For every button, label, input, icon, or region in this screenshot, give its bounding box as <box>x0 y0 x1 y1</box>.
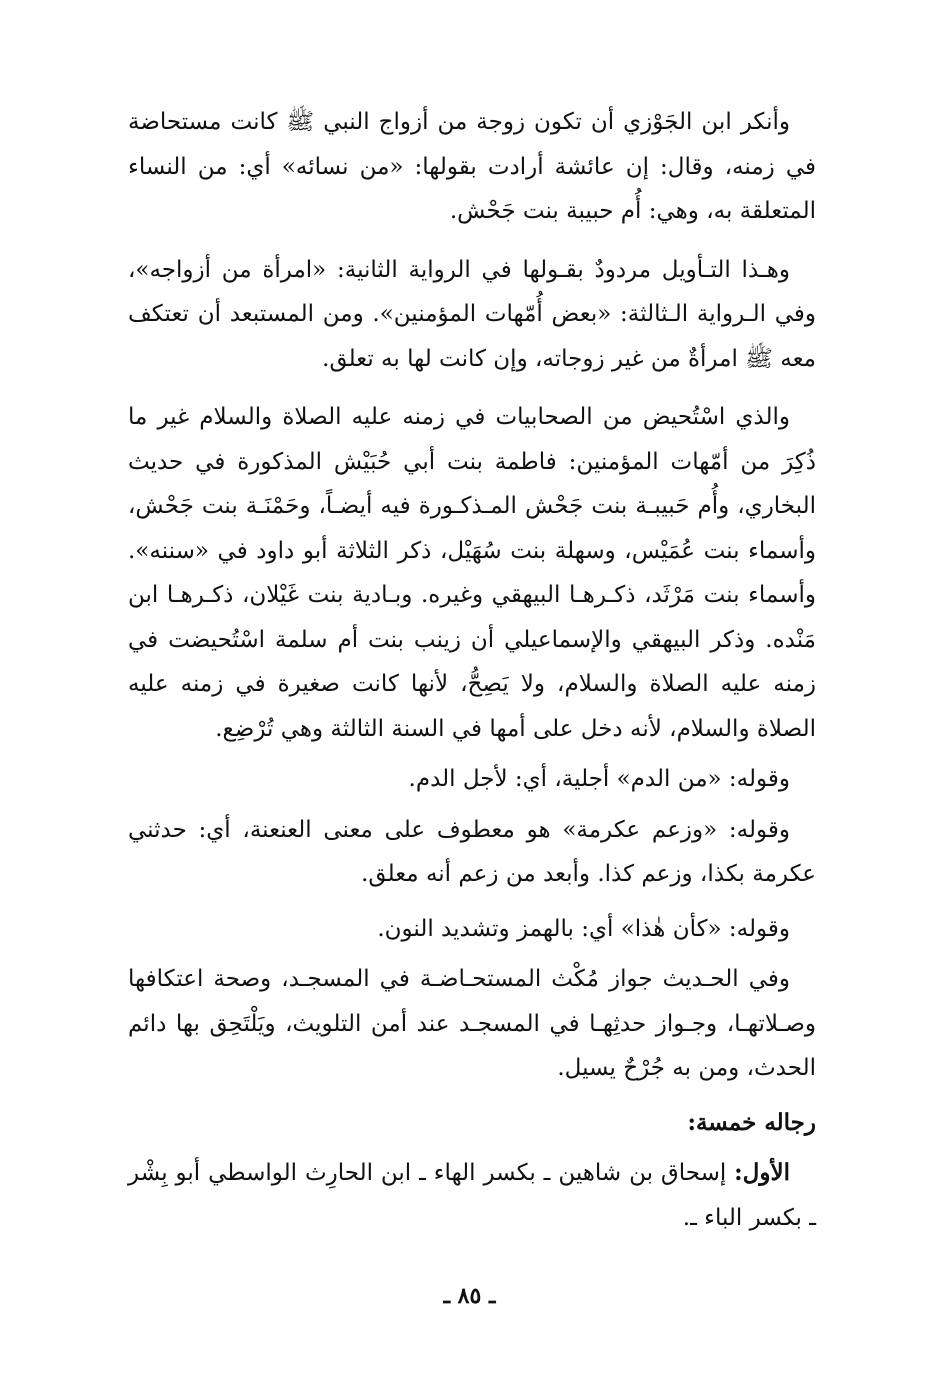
paragraph-kaanna-hadha: وقوله: «كأن هٰذا» أي: بالهمز وتشديد النون. <box>377 915 790 942</box>
page-number: ـ ٨٥ ـ <box>443 1283 496 1309</box>
paragraph-zaama-ikrima: وقوله: «وزعم عكرمة» هو معطوف على معنى العنعنة، أي: حدثني عكرمة بكذا، وزعم كذا. وأبعد من زعم أنه معلق. <box>128 816 816 887</box>
main-text <box>128 100 816 1240</box>
paragraph-first-narrator <box>128 1151 816 1240</box>
paragraph-interpretation-rejected: وهـذا التـأويل مردودٌ بقـولها في الرواية الثانية: «امرأة من أزواجه»، وفي الـرواية الـثالثة: «بعض أُمّهات المؤمنين». ومن المستبعد أن تعتكف معه ﷺ امرأةٌ من غير زوجاته، وإن كانت لها به تعلق. <box>128 256 816 372</box>
paragraph-min-al-dam: وقوله: «من الدم» أجلية، أي: لأجل الدم. <box>408 766 790 792</box>
paragraph-ibn-jawzi: وأنكر ابن الجَوْزي أن تكون زوجة من أزواج النبي ﷺ كانت مستحاضة في زمنه، وقال: إن عائشة أرادت بقولها: «من نسائه» أي: من النساء المتعلقة به، وهي: أُم حبيبة بنت جَحْش. <box>128 109 816 224</box>
paragraph-companions-list: والذي اسْتُحيض من الصحابيات في زمنه عليه الصلاة والسلام غير ما ذُكِرَ من أمّهات المؤمنين: فاطمة بنت أبي حُبَيْش المذكورة في حديث البخاري، وأُم حَبيبـة بنت جَحْش المـذكـورة فيه أيضـاً، وحَمْنَـة بنت جَحْش، وأسماء بنت عُمَيْس، وسهلة بنت سُهَيْل، ذكر الثلاثة أبو داود في «سننه». وأسماء بنت مَرْثَد، ذكـرهـا البيهقي وغيره. وبـادية بنت غَيْلان، ذكـرهـا ابن مَنْده. وذكر البيهقي والإسماعيلي أن زينب بنت أم سلمة اسْتُحيضت في زمنه عليه الصلاة والسلام، ولا يَصِحُّ، لأنها كانت صغيرة في زمنه عليه الصلاة والسلام، لأنه دخل على أمها في السنة الثالثة وهي تُرْضِع. <box>128 404 816 742</box>
narrator-label: الأول: <box>734 1159 790 1186</box>
narrator-description: إسحاق بن شاهين ـ بكسر الهاء ـ ابن الحارِث الواسطي أبو بِشْر ـ بكسر الباء ـ. <box>128 1160 816 1231</box>
section-heading-narrators: رجاله خمسة: <box>687 1108 816 1136</box>
paragraph-hadith-rulings: وفي الحـديث جواز مُكْث المستحـاضـة في المسجـد، وصحة اعتكافها وصـلاتهـا، وجـواز حدثِهـا في المسجـد عند أمن التلويث، ويَلْتَحِق بها دائم الحدث، ومن به جُرْحٌ يسيل. <box>128 966 816 1081</box>
